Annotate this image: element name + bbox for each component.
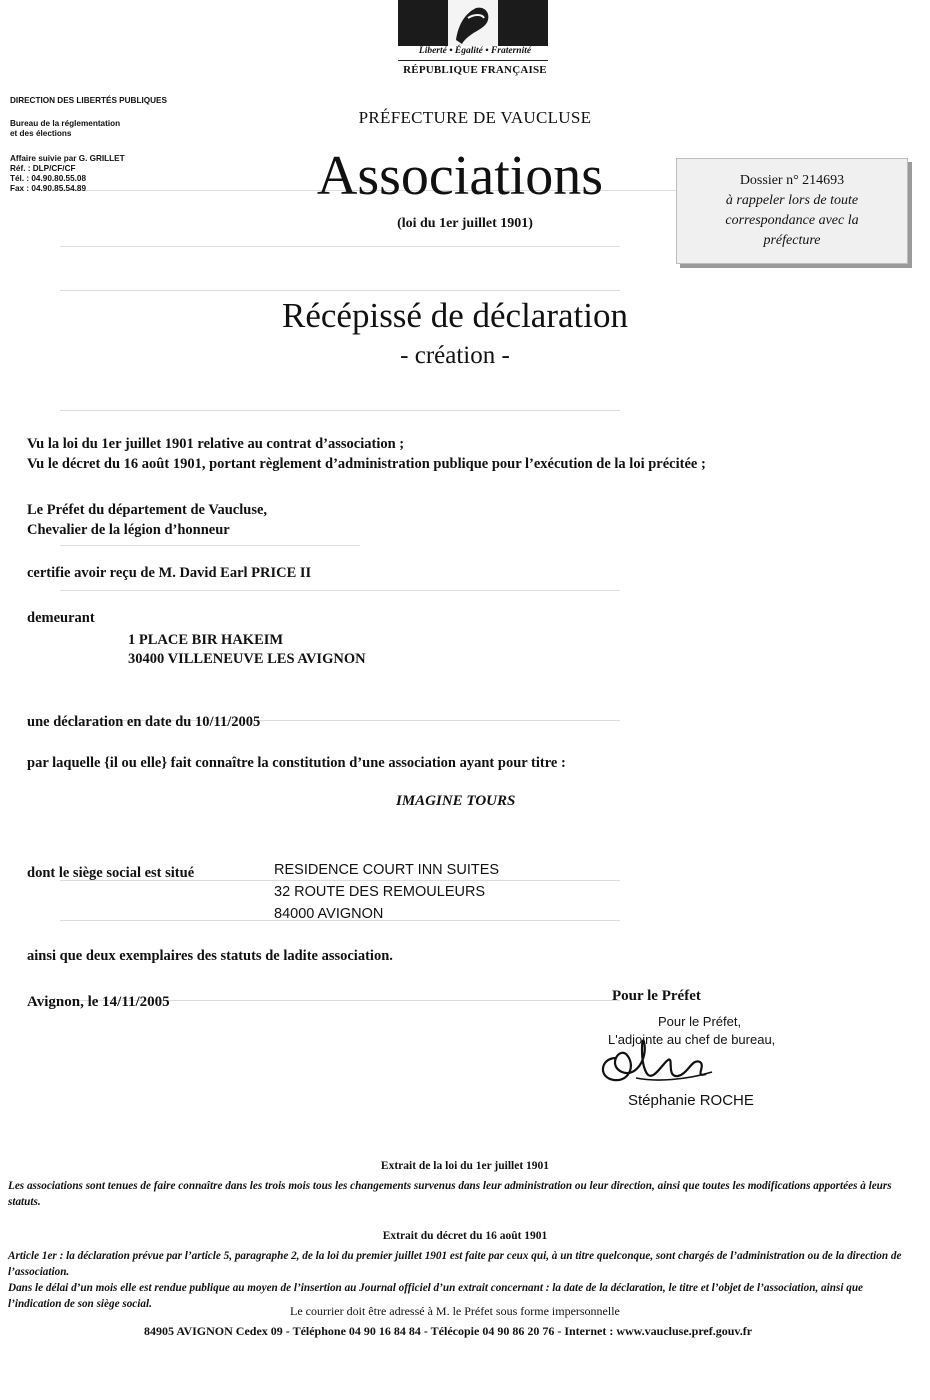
bureau-line-1: Bureau de la réglementation xyxy=(10,119,121,128)
prefet-line-2: Chevalier de la légion d’honneur xyxy=(27,522,230,538)
par-laquelle-line: par laquelle {il ou elle} fait connaître la constitution d’une association ayant pour titre : xyxy=(27,755,566,771)
dossier-note-2: correspondance avec la xyxy=(725,213,859,228)
siege-label: dont le siège social est situé xyxy=(27,865,195,881)
dossier-box xyxy=(676,158,908,264)
republic-motto: Liberté • Égalité • Fraternité xyxy=(418,46,532,56)
demeurant-label: demeurant xyxy=(27,610,95,626)
bureau-line-2: et des élections xyxy=(10,129,72,138)
footer-correspondence-note: Le courrier doit être adressé à M. le Préfet sous forme impersonnelle xyxy=(290,1304,620,1318)
prefet-line-1: Le Préfet du département de Vaucluse, xyxy=(27,502,268,518)
signer-name: Stéphanie ROCHE xyxy=(628,1092,754,1109)
stamp-line-1: Pour le Préfet, xyxy=(658,1014,742,1029)
motto-divider xyxy=(398,60,548,61)
page-title: Associations xyxy=(316,145,604,207)
affaire-suivie: Affaire suivie par G. GRILLET xyxy=(10,154,125,163)
reference: Réf. : DLP/CF/CF xyxy=(10,164,76,173)
footer-contact-line: 84905 AVIGNON Cedex 09 - Téléphone 04 90 16 84 84 - Télécopie 04 90 86 20 76 - Internet : www.vaucluse.pref.gouv.fr xyxy=(144,1324,753,1338)
telephone: Tél. : 04.90.80.55.08 xyxy=(10,174,87,183)
law-reference: (loi du 1er juillet 1901) xyxy=(397,216,533,231)
decree-extract-text-1: Article 1er : la déclaration prévue par l’article 5, paragraphe 2, de la loi du premier juillet 1901 est faite par ceux qui, à un titre quelconque, sont chargés de l’administration ou de la direction de l’association. xyxy=(8,1250,902,1278)
siege-address-3: 84000 AVIGNON xyxy=(274,906,384,922)
law-extract-text: Les associations sont tenues de faire connaître dans les trois mois tous les changements survenus dans leur administration ou leur direction, ainsi que toutes les modifications apportées à leurs statuts. xyxy=(8,1180,892,1208)
siege-address-1: RESIDENCE COURT INN SUITES xyxy=(274,862,500,878)
dossier-number: Dossier n° 214693 xyxy=(739,173,845,188)
receipt-subtitle: - création - xyxy=(400,342,510,369)
declaration-date: une déclaration en date du 10/11/2005 xyxy=(27,714,261,730)
direction-label: DIRECTION DES LIBERTÉS PUBLIQUES xyxy=(10,96,167,105)
resident-address-2: 30400 VILLENEUVE LES AVIGNON xyxy=(128,651,366,667)
association-title: IMAGINE TOURS xyxy=(396,793,516,809)
law-extract-heading: Extrait de la loi du 1er juillet 1901 xyxy=(380,1160,550,1172)
siege-address-2: 32 ROUTE DES REMOULEURS xyxy=(274,884,486,900)
vu-law: Vu la loi du 1er juillet 1901 relative au contrat d’association ; xyxy=(27,436,405,452)
pour-le-prefet: Pour le Préfet xyxy=(612,988,701,1004)
stamp-line-2: L'adjointe au chef de bureau, xyxy=(608,1032,776,1047)
receipt-title: Récépissé de déclaration xyxy=(282,296,628,335)
dossier-note-3: préfecture xyxy=(763,233,821,248)
fax: Fax : 04.90.85.54.89 xyxy=(10,184,87,193)
republic-name: RÉPUBLIQUE FRANÇAISE xyxy=(403,64,547,76)
handwritten-signature xyxy=(596,1028,716,1090)
decree-extract-heading: Extrait du décret du 16 août 1901 xyxy=(382,1230,548,1242)
prefecture-heading: PRÉFECTURE DE VAUCLUSE xyxy=(358,108,592,127)
statuts-line: ainsi que deux exemplaires des statuts de ladite association. xyxy=(27,948,393,964)
decree-extract-text-2: Dans le délai d’un mois elle est rendue publique au moyen de l’insertion au Journal officiel d’un extrait concernant : la date de la déclaration, le titre et l’objet de l’association, ainsi que l’indication de son siège social. xyxy=(8,1282,864,1310)
resident-address-1: 1 PLACE BIR HAKEIM xyxy=(128,632,284,648)
place-and-date: Avignon, le 14/11/2005 xyxy=(27,994,170,1010)
dossier-note-1: à rappeler lors de toute xyxy=(725,193,859,208)
marianne-logo xyxy=(398,0,548,46)
certifie-line: certifie avoir reçu de M. David Earl PRICE II xyxy=(27,565,312,581)
vu-decree: Vu le décret du 16 août 1901, portant règlement d’administration publique pour l’exécution de la loi précitée ; xyxy=(27,456,706,472)
